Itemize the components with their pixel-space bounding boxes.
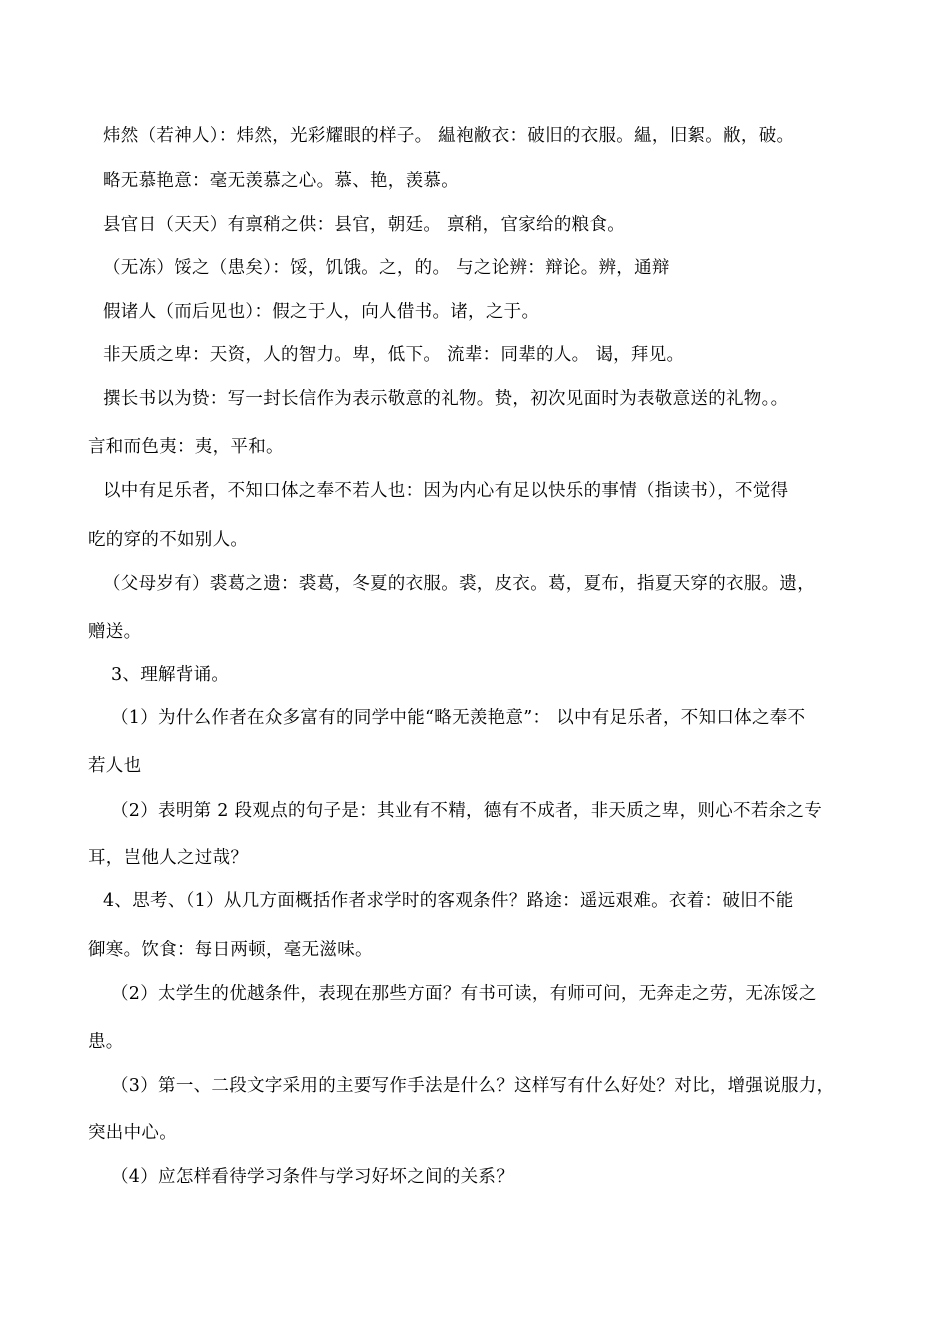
text-line: （3）第一、二段文字采用的主要写作手法是什么？这样写有什么好处？对比，增强说服力， [111, 1076, 835, 1096]
text-line: 患。 [88, 1032, 124, 1052]
section-heading: 3、理解背诵。 [111, 665, 230, 685]
text-line: （2）太学生的优越条件，表现在那些方面？有书可读，有师可问，无奔走之劳，无冻馁之 [111, 984, 817, 1004]
text-line: 假诸人（而后见也）：假之于人，向人借书。诸，之于。 [103, 302, 540, 322]
text-line: （4）应怎样看待学习条件与学习好坏之间的关系？ [111, 1167, 515, 1187]
text-line: （父母岁有）裘葛之遗：裘葛，冬夏的衣服。裘，皮衣。葛，夏布，指夏天穿的衣服。遗， [103, 574, 815, 594]
text-line: 以中有足乐者，不知口体之奉不若人也：因为内心有足以快乐的事情（指读书），不觉得 [103, 481, 789, 501]
text-line: 吃的穿的不如别人。 [88, 530, 249, 550]
text-line: 炜然（若神人）：炜然，光彩耀眼的样子。 緼袍敝衣：破旧的衣服。緼，旧絮。敝，破。 [103, 126, 795, 146]
text-line: 赠送。 [88, 622, 142, 642]
text-line: 略无慕艳意：毫无羡慕之心。慕、艳，羡慕。 [103, 171, 459, 191]
text-line: 非天质之卑：天资，人的智力。卑，低下。 流辈：同辈的人。 谒，拜见。 [103, 345, 685, 365]
text-line: 撰长书以为贽：写一封长信作为表示敬意的礼物。贽，初次见面时为表敬意送的礼物。。 [103, 389, 789, 409]
text-line: （2）表明第 2 段观点的句子是：其业有不精，德有不成者，非天质之卑，则心不若余之专 [111, 801, 822, 821]
text-line: 突出中心。 [88, 1123, 177, 1143]
section-heading: 4、思考、（1）从几方面概括作者求学时的客观条件？路途：遥远艰难。衣着：破旧不能 [103, 891, 794, 911]
text-line: 耳，岂他人之过哉？ [88, 848, 249, 868]
text-line: （1）为什么作者在众多富有的同学中能“略无羡艳意”： 以中有足乐者，不知口体之奉不 [111, 708, 806, 728]
text-line: 若人也 [88, 756, 142, 776]
text-line: 县官日（天天）有禀稍之供：县官，朝廷。 禀稍，官家给的粮食。 [103, 215, 626, 235]
text-line: 言和而色夷：夷，平和。 [88, 437, 284, 457]
text-line: （无冻）馁之（患矣）：馁，饥饿。之，的。 与之论辨：辩论。辨，通辩 [103, 258, 670, 278]
text-line: 御寒。饮食：每日两顿，毫无滋味。 [88, 940, 373, 960]
